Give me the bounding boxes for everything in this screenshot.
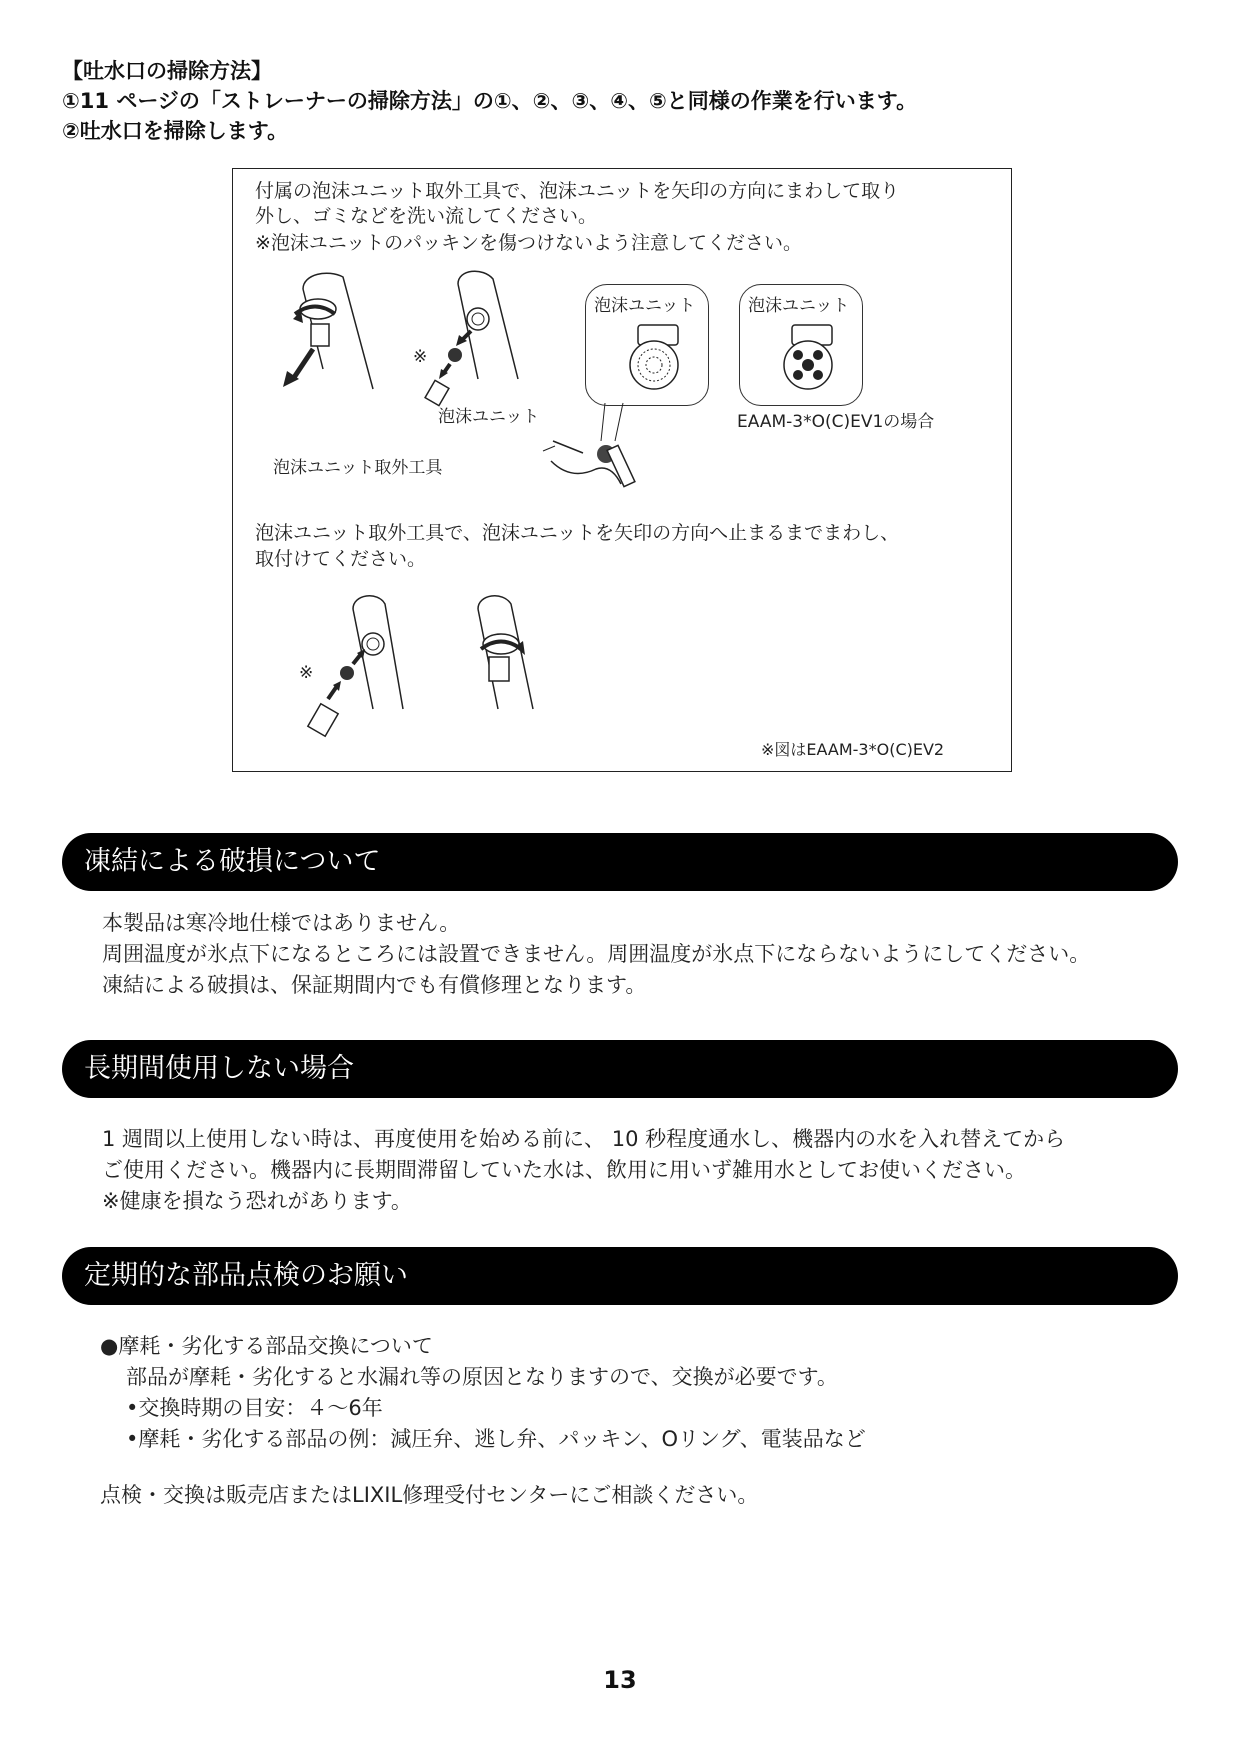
note-mark: ※ — [413, 347, 428, 367]
ev1-caption: EAAM-3*O(C)EV1の場合 — [737, 412, 935, 432]
figure-text-2a: 泡沫ユニット取外工具で、泡沫ユニットを矢印の方向へ止まるまでまわし、 — [255, 522, 900, 544]
unit-detail-bubble — [585, 284, 709, 406]
section-heading: 【吐水口の掃除方法】 — [62, 59, 272, 83]
inspection-line-4: •摩耗・劣化する部品の例：減圧弁、逃し弁、パッキン、Oリング、電装品など — [126, 1427, 866, 1451]
long-term-line-3: ※健康を損なう恐れがあります。 — [102, 1189, 412, 1213]
freeze-line-2: 周囲温度が氷点下になるところには設置できません。周囲温度が氷点下にならないようにしてください。 — [102, 942, 1091, 966]
bubble-label: 泡沫ユニット — [594, 296, 696, 316]
section-title-inspection: 定期的な部品点検のお願い — [62, 1247, 1178, 1305]
step-2: ②吐水口を掃除します。 — [62, 119, 289, 143]
long-term-line-1: 1 週間以上使用しない時は、再度使用を始める前に、 10 秒程度通水し、機器内の水を入れ替えてから — [102, 1127, 1066, 1151]
bubble-label-2: 泡沫ユニット — [748, 296, 850, 316]
unit-ev1-bubble — [739, 284, 863, 406]
faucet-install-illustration — [273, 589, 403, 749]
figure-box — [232, 168, 1012, 772]
faucet-exploded-illustration — [403, 269, 523, 409]
figure-text-1a: 付属の泡沫ユニット取外工具で、泡沫ユニットを矢印の方向にまわして取り — [255, 180, 900, 202]
faucet-removal-illustration — [273, 269, 383, 399]
section-title-long-term: 長期間使用しない場合 — [62, 1040, 1178, 1098]
aerator-mesh-icon — [626, 323, 686, 393]
figure-text-2b: 取付けてください。 — [255, 548, 427, 570]
aerator-ev1-icon — [780, 323, 840, 393]
freeze-line-3: 凍結による破損は、保証期間内でも有償修理となります。 — [102, 973, 647, 997]
section-title-freeze: 凍結による破損について — [62, 833, 1178, 891]
inspection-line-5: 点検・交換は販売店またはLIXIL修理受付センターにご相談ください。 — [100, 1483, 759, 1507]
hand-with-tool-illustration — [543, 401, 663, 511]
inspection-line-1: ●摩耗・劣化する部品交換について — [100, 1334, 433, 1358]
figure-text-1c: ※泡沫ユニットのパッキンを傷つけないよう注意してください。 — [255, 232, 802, 254]
step-1: ①11 ページの「ストレーナーの掃除方法」の①、②、③、④、⑤と同様の作業を行います。 — [62, 89, 918, 113]
tool-label: 泡沫ユニット取外工具 — [273, 458, 443, 478]
inspection-line-2: 部品が摩耗・劣化すると水漏れ等の原因となりますので、交換が必要です。 — [126, 1365, 838, 1389]
freeze-line-1: 本製品は寒冷地仕様ではありません。 — [102, 911, 461, 935]
inspection-line-3: •交換時期の目安：４～6年 — [126, 1396, 383, 1420]
figure-text-1b: 外し、ゴミなどを洗い流してください。 — [255, 205, 598, 227]
long-term-line-2: ご使用ください。機器内に長期間滞留していた水は、飲用に用いず雑用水としてお使いください。 — [102, 1158, 1026, 1182]
note-mark-2: ※ — [299, 663, 314, 683]
figure-footnote: ※図はEAAM-3*O(C)EV2 — [761, 740, 945, 759]
faucet-tighten-illustration — [453, 589, 573, 749]
page-number: 13 — [603, 1666, 637, 1694]
unit-label: 泡沫ユニット — [438, 407, 540, 427]
